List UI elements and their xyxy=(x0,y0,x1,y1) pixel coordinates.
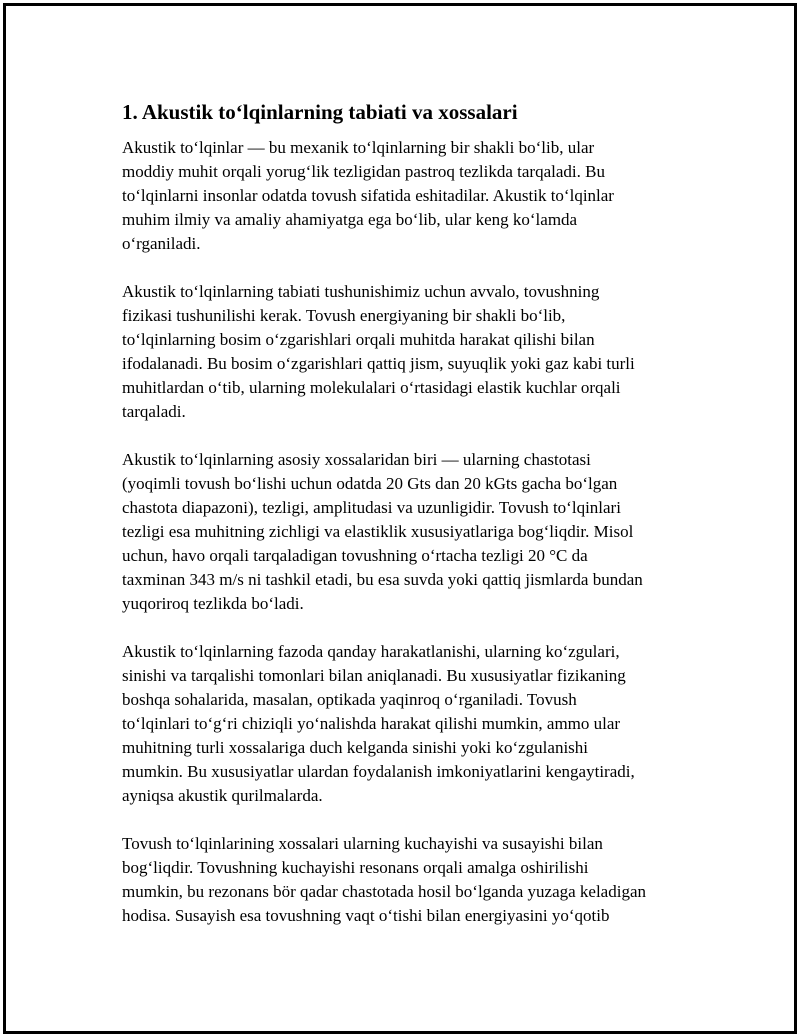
text-line: muhitning turli xossalariga duch kelganda sinishi yoki ko‘zgulanishi xyxy=(122,738,589,757)
text-line: chastota diapazoni), tezligi, amplitudasi va uzunligidir. Tovush to‘lqinlari xyxy=(122,498,621,517)
text-line: hodisa. Susayish esa tovushning vaqt o‘tishi bilan energiyasini yo‘qotib xyxy=(122,906,610,925)
section-heading: 1. Akustik to‘lqinlarning tabiati va xossalari xyxy=(122,100,518,124)
text-line: o‘rganiladi. xyxy=(122,234,201,253)
text-line: muhitlardan o‘tib, ularning molekulalari o‘rtasidagi elastik kuchlar orqali xyxy=(122,378,621,397)
text-line: (yoqimli tovush bo‘lishi uchun odatda 20 Gts dan 20 kGts gacha bo‘lgan xyxy=(122,474,618,493)
text-line: tezligi esa muhitning zichligi va elastiklik xususiyatlariga bog‘liqdir. Misol xyxy=(122,522,634,541)
text-line: to‘lqinlarni insonlar odatda tovush sifatida eshitadilar. Akustik to‘lqinlar xyxy=(122,186,614,205)
text-line: tarqaladi. xyxy=(122,402,186,421)
paragraph-2 xyxy=(122,280,702,424)
text-line: bog‘liqdir. Tovushning kuchayishi resonans orqali amalga oshirilishi xyxy=(122,858,589,877)
text-line: ayniqsa akustik qurilmalarda. xyxy=(122,786,323,805)
paragraph-3 xyxy=(122,448,702,616)
text-line: mumkin. Bu xususiyatlar ulardan foydalanish imkoniyatlarini kengaytiradi, xyxy=(122,762,635,781)
text-line: taxminan 343 m/s ni tashkil etadi, bu esa suvda yoki qattiq jismlarda bundan xyxy=(122,570,643,589)
text-line: Akustik to‘lqinlarning fazoda qanday harakatlanishi, ularning ko‘zgulari, xyxy=(122,642,620,661)
text-line: uchun, havo orqali tarqaladigan tovushning o‘rtacha tezligi 20 °C da xyxy=(122,546,588,565)
text-line: ifodalanadi. Bu bosim o‘zgarishlari qattiq jism, suyuqlik yoki gaz kabi turli xyxy=(122,354,635,373)
document-body xyxy=(122,98,702,952)
text-line: fizikasi tushunilishi kerak. Tovush energiyaning bir shakli bo‘lib, xyxy=(122,306,566,325)
text-line: mumkin, bu rezonans bör qadar chastotada hosil bo‘lganda yuzaga keladigan xyxy=(122,882,646,901)
text-line: muhim ilmiy va amaliy ahamiyatga ega bo‘lib, ular keng ko‘lamda xyxy=(122,210,578,229)
text-line: Tovush to‘lqinlarining xossalari ularning kuchayishi va susayishi bilan xyxy=(122,834,603,853)
text-line: Akustik to‘lqinlarning tabiati tushunishimiz uchun avvalo, tovushning xyxy=(122,282,600,301)
text-line: Akustik to‘lqinlar — bu mexanik to‘lqinlarning bir shakli bo‘lib, ular xyxy=(122,138,595,157)
text-line: to‘lqinlari to‘g‘ri chiziqli yo‘nalishda harakat qilishi mumkin, ammo ular xyxy=(122,714,621,733)
text-line: Akustik to‘lqinlarning asosiy xossalaridan biri — ularning chastotasi xyxy=(122,450,591,469)
text-line: yuqoriroq tezlikda bo‘ladi. xyxy=(122,594,304,613)
text-line: moddiy muhit orqali yorug‘lik tezligidan pastroq tezlikda tarqaladi. Bu xyxy=(122,162,605,181)
paragraph-4 xyxy=(122,640,702,808)
text-line: sinishi va tarqalishi tomonlari bilan aniqlanadi. Bu xususiyatlar fizikaning xyxy=(122,666,626,685)
text-line: to‘lqinlarning bosim o‘zgarishlari orqali muhitda harakat qilishi bilan xyxy=(122,330,595,349)
paragraph-1 xyxy=(122,136,702,256)
text-line: boshqa sohalarida, masalan, optikada yaqinroq o‘rganiladi. Tovush xyxy=(122,690,577,709)
paragraph-5 xyxy=(122,832,702,928)
page-frame xyxy=(3,3,797,1034)
